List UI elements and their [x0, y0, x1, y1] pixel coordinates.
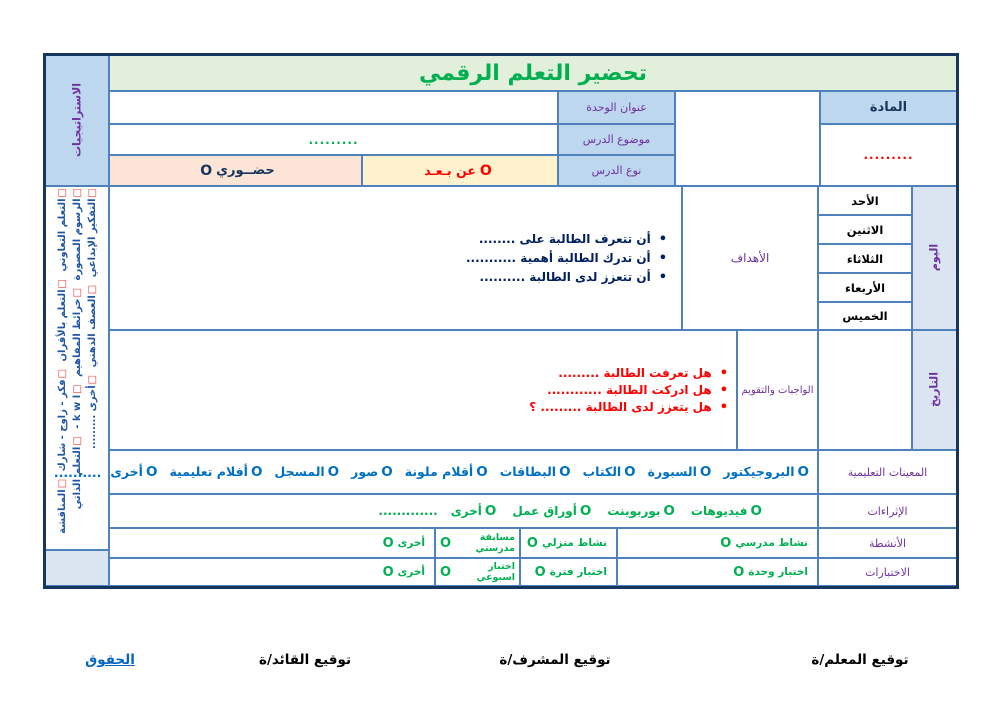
objective-item — [110, 230, 681, 249]
activities-label: الأنشطة — [868, 536, 907, 550]
aid-option[interactable] — [396, 464, 491, 480]
objective-text: أن تتعزز لدى الطالبة .......... — [479, 269, 651, 284]
enrichments-label: الإثراءات — [867, 504, 908, 518]
aid-circle-icon[interactable]: O — [250, 464, 263, 480]
enrichment-option[interactable] — [499, 503, 594, 519]
test-label: اختبار اسبوعي — [476, 561, 515, 583]
enrichments-header — [818, 494, 957, 528]
header-empty-cell — [675, 91, 820, 186]
date-field[interactable] — [818, 330, 912, 450]
test-label: أخرى — [397, 566, 425, 578]
checkbox-square-icon[interactable]: □ — [56, 188, 68, 198]
bullet-icon: • — [719, 365, 728, 381]
lesson-type-header — [558, 155, 675, 186]
bullet-icon: • — [719, 382, 728, 398]
objectives-content-cell[interactable] — [109, 186, 682, 330]
enrichment-label: أخرى — [450, 504, 482, 518]
date-header-label: التاريخ — [927, 372, 941, 407]
strategy-label: خرائط المفاهيم — [71, 298, 83, 377]
day-row-sunday[interactable] — [818, 186, 912, 215]
day-header-vtext — [912, 186, 957, 330]
aid-label: أخرى — [110, 464, 143, 479]
lesson-topic-label: موضوع الدرس — [582, 133, 651, 146]
unit-title-header — [558, 91, 675, 124]
day-row-tuesday[interactable] — [818, 244, 912, 273]
enrichment-label: أوراق عمل — [512, 504, 577, 518]
aid-option[interactable] — [491, 464, 574, 480]
strategy-label: أخرى ......... — [86, 385, 98, 450]
checkbox-square-icon[interactable]: □ — [86, 188, 98, 198]
activity-label: نشاط منزلي — [541, 537, 607, 549]
bullet-icon: • — [719, 399, 728, 415]
evaluation-content-cell[interactable] — [109, 330, 737, 450]
strategies-list-vtext — [45, 186, 109, 550]
evaluation-header — [737, 330, 818, 450]
aids-label: المعينات التعليمية — [847, 465, 928, 479]
unit-title-field[interactable] — [109, 91, 558, 124]
teacher-signature-label: توقيع المعلم/ة — [811, 652, 909, 668]
strategy-item[interactable] — [87, 375, 98, 449]
form-title-bar — [109, 55, 957, 91]
strategies-header-label: الاستراتيجيات — [70, 82, 83, 158]
supervisor-signature-label: توقيع المشرف/ة — [499, 652, 611, 668]
strategy-item[interactable] — [57, 479, 68, 534]
objective-item — [110, 249, 681, 268]
aids-header — [818, 450, 957, 494]
evaluation-item — [110, 382, 736, 399]
objective-text: أن تتعرف الطالبة على ........ — [478, 231, 651, 246]
remote-circle-icon[interactable]: O — [479, 162, 492, 179]
evaluation-text: هل تعرفت الطالبة ......... — [558, 365, 712, 380]
aid-label: صور — [351, 464, 379, 479]
lesson-type-inperson-option[interactable] — [109, 155, 362, 186]
subject-field[interactable] — [820, 124, 957, 186]
checkbox-square-icon[interactable]: □ — [71, 188, 83, 198]
checkbox-square-icon[interactable]: □ — [71, 384, 83, 394]
form-title: تحضير التعلم الرقمي — [418, 60, 648, 86]
checkbox-square-icon[interactable]: □ — [71, 287, 83, 298]
evaluation-item — [110, 399, 736, 416]
aid-circle-icon[interactable]: O — [624, 464, 636, 480]
strategy-item[interactable] — [87, 188, 98, 277]
strategy-label: المناقشة — [56, 489, 68, 534]
enrichment-option[interactable] — [438, 503, 500, 519]
aid-circle-icon[interactable]: O — [797, 464, 809, 480]
bullet-icon: • — [658, 231, 667, 247]
checkbox-square-icon[interactable]: □ — [56, 368, 68, 379]
strategy-item[interactable] — [72, 188, 83, 280]
enrichment-circle-icon[interactable]: O — [484, 503, 497, 519]
strategy-label: التفكير الإبداعي — [86, 198, 98, 278]
aid-circle-icon[interactable]: O — [476, 464, 488, 480]
day-label: الثلاثاء — [846, 251, 884, 266]
test-label: اختبار فترة — [549, 566, 607, 578]
objectives-list — [110, 187, 681, 329]
subject-header — [820, 91, 957, 124]
day-label: الأحد — [851, 193, 879, 208]
activity-circle-icon[interactable]: O — [440, 535, 452, 551]
checkbox-square-icon[interactable]: □ — [86, 374, 98, 385]
activity-circle-icon[interactable]: O — [382, 535, 394, 551]
aid-option[interactable] — [639, 464, 715, 480]
bullet-icon: • — [658, 269, 667, 285]
leader-signature-label: توقيع القائد/ة — [258, 652, 352, 668]
day-row-wednesday[interactable] — [818, 273, 912, 302]
test-circle-icon[interactable]: O — [733, 564, 745, 580]
inperson-label: حضــوري — [216, 163, 275, 178]
strategy-item[interactable] — [72, 384, 83, 428]
checkbox-square-icon[interactable]: □ — [71, 436, 83, 446]
aid-option[interactable] — [101, 464, 160, 480]
aid-circle-icon[interactable]: O — [699, 464, 712, 480]
evaluation-label: الواجبات والتقويم — [741, 384, 814, 396]
strategy-item[interactable] — [57, 279, 68, 361]
aid-label: أقلام ملونة — [404, 464, 474, 479]
day-row-thursday[interactable] — [818, 302, 912, 330]
day-label: الخميس — [842, 309, 888, 323]
aid-option[interactable] — [265, 464, 342, 480]
aid-label: البطاقات — [499, 464, 557, 479]
aid-label: المسجل — [274, 464, 325, 479]
day-label: الأربعاء — [844, 280, 886, 295]
evaluation-text: هل يتعزز لدى الطالبة ......... ؟ — [529, 399, 712, 414]
strategies-header-vtext — [45, 55, 109, 186]
test-label: اختبار وحدة — [748, 566, 808, 578]
strategy-label: التعلم الذاتي — [71, 446, 83, 510]
test-option-weekly[interactable] — [435, 558, 520, 586]
enrichment-option[interactable] — [594, 503, 678, 519]
enrichment-label: بوربوينت — [607, 504, 661, 518]
strategy-label: التعلم بالأقران — [56, 289, 68, 362]
activity-option-home[interactable] — [520, 528, 617, 558]
enrichment-label: فيديوهات — [690, 504, 748, 518]
strategies-list — [55, 186, 100, 550]
activity-label: نشاط مدرسي — [735, 537, 808, 549]
activity-option-madrasati[interactable] — [435, 528, 520, 558]
enrichment-circle-icon[interactable]: O — [579, 503, 592, 519]
aids-other-dots[interactable]: .......... — [53, 464, 102, 480]
activity-option-other[interactable] — [109, 528, 435, 558]
tests-header — [818, 558, 957, 586]
rights-link[interactable]: الحقوق — [85, 652, 135, 668]
strategy-label: الرسوم المصورة — [71, 198, 83, 281]
evaluation-item — [110, 365, 736, 382]
lesson-topic-value: ......... — [308, 132, 359, 147]
aid-option[interactable] — [714, 464, 812, 480]
subject-value: ......... — [863, 148, 914, 162]
evaluation-list — [110, 331, 736, 449]
aid-option[interactable] — [342, 464, 396, 480]
test-option-unit[interactable] — [617, 558, 818, 586]
strategy-label: التعلم التعاوني — [56, 198, 68, 272]
tests-label: الاختبارات — [865, 565, 910, 579]
aid-circle-icon[interactable]: O — [559, 464, 571, 480]
objective-text: أن تدرك الطالبة أهمية ........... — [465, 250, 651, 265]
aid-label: البروجيكتور — [723, 464, 795, 479]
objectives-label: الأهداف — [730, 251, 770, 265]
sidebar-bottom-cell — [45, 550, 109, 586]
strategy-item[interactable] — [72, 288, 83, 377]
checkbox-square-icon[interactable]: □ — [56, 279, 68, 289]
strategy-label: العصف الذهني — [86, 295, 98, 368]
strategy-item[interactable] — [57, 369, 68, 471]
aid-label: الكتاب — [582, 464, 622, 479]
aid-option[interactable] — [574, 464, 639, 480]
enrichments-other-dots[interactable]: ............. — [378, 504, 438, 518]
day-header-label: اليوم — [927, 243, 941, 272]
remote-label: عن بـعـد — [424, 163, 476, 178]
test-option-other[interactable] — [109, 558, 435, 586]
test-circle-icon[interactable]: O — [440, 564, 452, 580]
activity-label: مسابقة مدرستي — [475, 532, 515, 554]
aid-circle-icon[interactable]: O — [381, 464, 393, 480]
enrichment-circle-icon[interactable]: O — [663, 503, 675, 519]
lesson-topic-header — [558, 124, 675, 155]
enrichment-option[interactable] — [678, 503, 765, 519]
lesson-topic-field[interactable] — [109, 124, 558, 155]
subject-label: المادة — [869, 100, 908, 115]
lesson-type-label: نوع الدرس — [591, 164, 642, 177]
inperson-circle-icon[interactable]: O — [200, 162, 213, 179]
activity-circle-icon[interactable]: O — [720, 535, 732, 551]
checkbox-square-icon[interactable]: □ — [86, 284, 98, 295]
objectives-header — [682, 186, 818, 330]
unit-title-label: عنوان الوحدة — [586, 101, 647, 114]
aid-option[interactable] — [160, 464, 265, 480]
enrichments-content-cell — [109, 494, 818, 528]
test-circle-icon[interactable]: O — [382, 564, 394, 580]
aid-circle-icon[interactable]: O — [145, 464, 158, 480]
test-circle-icon[interactable]: O — [534, 564, 546, 580]
date-header-vtext — [912, 330, 957, 450]
enrichment-circle-icon[interactable]: O — [750, 503, 762, 519]
day-row-monday[interactable] — [818, 215, 912, 244]
objective-item — [110, 268, 681, 287]
strategy-label: k w l - — [71, 394, 83, 429]
evaluation-text: هل ادركت الطالبة ............ — [547, 382, 712, 397]
strategy-item[interactable] — [87, 285, 98, 368]
strategy-label: فكر - زاوج - شارك — [56, 379, 68, 472]
activity-circle-icon[interactable]: O — [526, 535, 538, 551]
aid-label: السبورة — [647, 464, 697, 479]
activity-label: أخرى — [397, 537, 425, 549]
day-label: الاثنين — [846, 222, 884, 237]
activities-header — [818, 528, 957, 558]
lesson-type-remote-option[interactable] — [362, 155, 558, 186]
bullet-icon: • — [658, 250, 667, 266]
activity-option-school[interactable] — [617, 528, 818, 558]
aid-label: أفلام تعليمية — [169, 464, 248, 479]
enrichment-options — [110, 495, 817, 527]
aid-circle-icon[interactable]: O — [327, 464, 340, 480]
checkbox-square-icon[interactable]: □ — [56, 478, 68, 489]
strategy-item[interactable] — [57, 188, 68, 272]
test-option-period[interactable] — [520, 558, 617, 586]
